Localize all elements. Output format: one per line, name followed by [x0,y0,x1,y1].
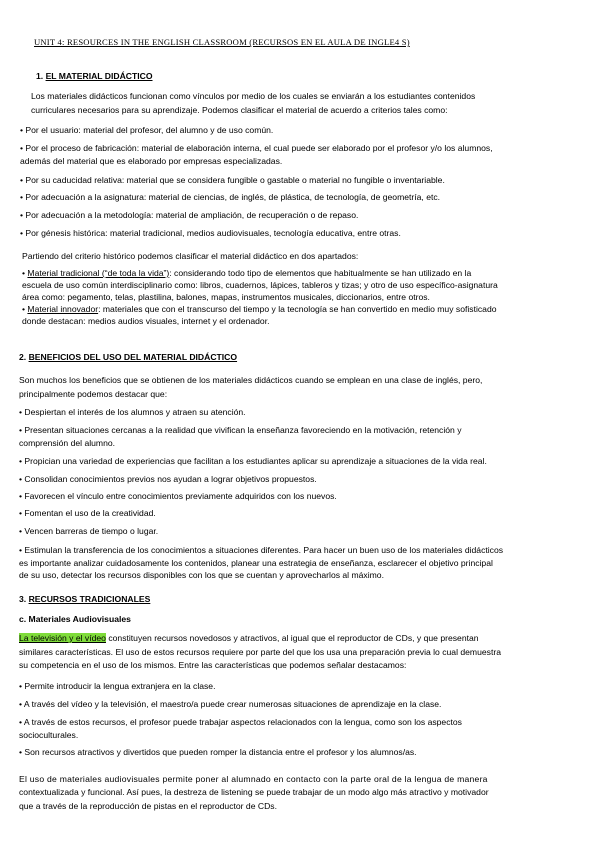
section-1-heading [36,70,153,82]
s1-traditional-line-2: escuela de uso común interdisciplinario como: libros, cuadernos, lápices, tableros y tizas; y otro de uso específico-asignatura [22,280,498,290]
s2-bullet-interes: • Despiertan el interés de los alumnos y atraen su atención. [19,407,246,417]
section-1-title: EL MATERIAL DIDÁCTICO [45,71,153,81]
highlighted-text: La televisión y el vídeo [19,633,106,643]
s2-intro-line-2: principalmente podemos destacar que: [19,389,168,399]
s1-innovative-line-2: donde destacan: medios audios visuales, internet y el ordenador. [22,316,270,326]
s3-paragraph-2-line-1: El uso de materiales audiovisuales permite poner al alumnado en contacto con la parte oral de la lengua de manera [19,774,488,784]
s3-paragraph-2-line-3: que a través de la reproducción de pistas en el reproductor de CDs. [19,801,277,811]
s2-bullet-experiencias: • Propician una variedad de experiencias que facilitan a los estudiantes aplicar su aprendizaje a situaciones de la vida real. [19,456,487,466]
page-title [34,36,410,48]
bullet: • [22,304,28,314]
section-2-number: 2. [19,352,29,362]
title-part-2: CLASSROOM [192,37,247,47]
s3-paragraph-1-line-3: su competencia en el uso de los mismos. Entre las características que podemos señalar destacamos: [19,660,407,670]
s2-bullet-creatividad: • Fomentan el uso de la creatividad. [19,508,156,518]
s1-historical-intro: Partiendo del criterio histórico podemos clasificar el material didáctico en dos apartados: [22,251,359,261]
s3-bullet-lengua: • Permite introducir la lengua extranjera en la clase. [19,681,216,691]
s3-bullet-atractivos: • Son recursos atractivos y divertidos que pueden romper la distancia entre el profesor y los alumnos/as. [19,747,417,757]
s3-subheading: c. Materiales Audiovisuales [19,614,131,624]
s3-bullet-aspectos-line-2: socioculturales. [19,730,79,740]
s3-bullet-aspectos-line-1: • A través de estos recursos, el profesor puede trabajar aspectos relacionados con la lengua, como son los aspectos [19,717,462,727]
s1-bullet-fabrication-line-1: • Por el proceso de fabricación: material de elaboración interna, el cual puede ser elaborado por el profesor y/o los alumnos, [20,143,493,153]
s3-paragraph-2-line-2: contextualizada y funcional. Así pues, la destreza de listening se puede trabajar de un modo algo más atractivo y motivador [19,787,489,797]
s3-bullet-video: • A través del vídeo y la televisión, el maestro/a puede crear numerosas situaciones de aprendizaje en la clase. [19,699,442,709]
s2-bullet-consolidan: • Consolidan conocimientos previos nos ayudan a lograr objetivos propuestos. [19,474,317,484]
s1-intro-line-1: Los materiales didácticos funcionan como vínculos por medio de los cuales se enviarán a los estudiantes contenidos [31,91,476,101]
section-3-title: RECURSOS TRADICIONALES [28,594,151,604]
s2-bullet-transferencia-line-3: de su uso, detectar los recursos disponibles con los que se cuentan y aprovecharlos al máximo. [19,570,384,580]
bullet: • [22,268,28,278]
s2-bullet-transferencia-line-1: • Estimulan la transferencia de los conocimientos a situaciones diferentes. Para hacer un buen uso de los materiales didácticos [19,545,504,555]
traditional-material-label: Material tradicional (“de toda la vida”) [27,268,170,278]
section-1-number: 1. [36,71,46,81]
s3-paragraph-1-line-2: similares características. El uso de estos recursos requiere por parte del que los usa una preparación previa lo cual demuestra [19,647,501,657]
s1-bullet-caducidad: • Por su caducidad relativa: material que se considera fungible o gastable o material no fungible o inventariable. [20,175,445,185]
s1-traditional-line-3: área como: pegamento, telas, plastilina, balones, mapas, instrumentos musicales, diccionarios, entre otros. [22,292,430,302]
innovative-material-label: Material innovador [27,304,99,314]
s3-paragraph-1-text: constituyen recursos novedosos y atractivos, al igual que el reproductor de CDs, y que presentan [105,633,479,643]
section-2-title: BENEFICIOS DEL USO DEL MATERIAL DIDÁCTICO [28,352,238,362]
s2-bullet-vinculo: • Favorecen el vínculo entre conocimientos previamente adquiridos con los nuevos. [19,491,337,501]
section-3-number: 3. [19,594,29,604]
s1-intro-line-2: curriculares necesarios para su aprendizaje. Podemos clasificar el material de acuerdo a criterios tales como: [31,105,448,115]
s1-bullet-genesis: • Por génesis histórica: material tradicional, medios audiovisuales, tecnología educativa, entre otras. [20,228,401,238]
s1-bullet-asignatura: • Por adecuación a la asignatura: material de ciencias, de inglés, de plástica, de tecnología, de geometría, etc. [20,192,441,202]
s2-bullet-barreras: • Vencen barreras de tiempo o lugar. [19,526,159,536]
traditional-material-text: : considerando todo tipo de elementos que habitualmente se han utilizado en la [169,268,472,278]
title-part-1: UNIT 4: RESOURCES IN THE ENGLISH [34,37,193,47]
s3-paragraph-1-line-1 [19,632,479,644]
s1-bullet-metodologia: • Por adecuación a la metodología: material de ampliación, de recuperación o de repaso. [20,210,359,220]
s1-bullet-fabrication-line-2: además del material que es elaborado por empresas especializadas. [20,156,283,166]
section-2-heading [19,351,237,363]
innovative-material-text: : materiales que con el transcurso del tiempo y la tecnología se han convertido en medio muy sofisticado [98,304,497,314]
s1-innovative-line-1 [22,303,497,315]
section-3-heading [19,593,150,605]
s2-bullet-transferencia-line-2: es importante analizar cuidadosamente los contenidos, planear una estrategia de enseñanza, esclarecer el objetivo principal [19,558,493,568]
s2-bullet-situaciones-line-1: • Presentan situaciones cercanas a la realidad que vivifican la enseñanza favoreciendo en la motivación, retención y [19,425,462,435]
s1-bullet-user: • Por el usuario: material del profesor, del alumno y de uso común. [20,125,274,135]
s2-bullet-situaciones-line-2: comprensión del alumno. [19,438,116,448]
s2-intro-line-1: Son muchos los beneficios que se obtienen de los materiales didácticos cuando se emplean en una clase de inglés, pero, [19,375,483,385]
s1-traditional-line-1 [22,267,471,279]
title-part-3: (RECURSOS EN EL AULA DE INGLE4 S) [246,37,410,47]
